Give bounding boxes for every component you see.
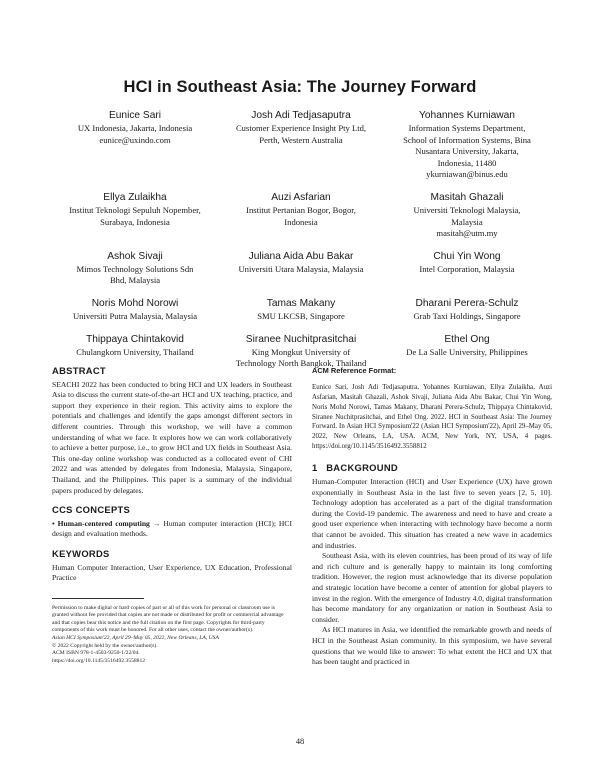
right-column <box>312 366 552 668</box>
author-name: Tamas Makany <box>266 297 336 309</box>
author-affiliation: King Mongkut University of <box>251 346 351 357</box>
background-paragraph-2: Southeast Asia, with its eleven countries, has been proud of its way of life and rich culture and is generally happy to maintain its long comforting tradition. However, the region must acknowledge that its diverse population and strategic location have become a center of attention for global players to invest in the region. With the emergence of Industry 4.0, digital transformation has become mandatory for any organization or nation in Southeast Asia to consider. <box>312 551 552 624</box>
author-name: Auzi Asfarian <box>271 191 331 203</box>
author-affiliation: Bhd, Malaysia <box>109 275 161 286</box>
author-email[interactable]: ykurniawan@binus.edu <box>426 169 508 180</box>
author-block <box>384 109 550 181</box>
author-affiliation: De La Salle University, Philippines <box>406 346 528 357</box>
author-name: Ethel Ong <box>444 333 490 345</box>
author-email[interactable]: eunice@uxindo.com <box>99 134 171 145</box>
abstract-text: SEACHI 2022 has been conducted to bring HCI and UX leaders in Southeast Asia to discuss the current state-of-the-art HCI and UX teaching, practice, and support they experience in their region. This activity aims to explore the potentials and challenges and identify the gaps amongst different sectors in different countries. Through this workshop, we will have a common understanding of what we face. It explores how we can work collaboratively to achieve a better purpose, i.e., to grow HCI and UX fields in Southeast Asia. This one-day online workshop was conducted as a collocated event of CHI 2022 and was attended by delegates from Indonesia, Malaysia, Singapore, Thailand, and the Philippines. This paper is a summary of the individual papers produced by delegates. <box>52 379 292 495</box>
author-affiliation: UX Indonesia, Jakarta, Indonesia <box>77 123 193 133</box>
abstract-heading: ABSTRACT <box>52 365 106 376</box>
ccs-rest: → Human computer interaction (HCI); HCI design and evaluation methods. <box>52 518 292 539</box>
permission-line: © 2022 Copyright held by the owner/author(s). <box>52 642 158 649</box>
author-affiliation: SMU LKCSB, Singapore <box>257 310 345 321</box>
acm-reference-text: Eunice Sari, Josh Adi Tedjasaputra, Yohannes Kurniawan, Ellya Zulaikha, Auzi Asfarian, Masitah Ghazali, Ashok Sivaji, Juliana Aida Abu Bakar, Chui Yin Wong, Noris Mohd Norowi, Tamas Makany, Dharani Perera-Schulz, Thippaya Chintakovid, Siranee Nuchitprasitchai, and Ethel Ong. 2022. HCI in Southeast Asia: The Journey Forward. In Asian HCI Symposium'22 (Asian HCI Symposium'22), April 29–May 05, 2022, New Orleans, LA, USA. ACM, New York, NY, USA, 4 pages. https://doi.org/10.1145/3516492.3558812 <box>312 384 552 450</box>
keywords-text: Human Computer Interaction, User Experience, UX Education, Professional Practice <box>52 562 292 583</box>
author-name: Josh Adi Tedjasaputra <box>251 110 351 121</box>
author-name: Masitah Ghazali <box>430 191 504 203</box>
author-affiliation: Chulangkorn University, Thailand <box>76 346 194 357</box>
paper-title: HCI in Southeast Asia: The Journey Forward <box>123 78 477 96</box>
author-block <box>384 191 550 240</box>
author-block <box>52 109 218 181</box>
author-affiliation: Surabaya, Indonesia <box>100 216 170 227</box>
author-affiliation: Nusantara University, Jakarta, <box>415 146 519 157</box>
background-paragraph-3: As HCI matures in Asia, we identified the remarkable growth and needs of HCI in the Southeast Asian community. In this symposium, we have several questions that we would like to answer: To what extent the HCI and UX that has been taught and practiced in <box>312 625 552 667</box>
author-name: Yohannes Kurniawan <box>419 110 515 121</box>
author-name: Ashok Sivaji <box>107 250 163 262</box>
author-affiliation: Indonesia <box>284 216 318 227</box>
author-block <box>218 250 384 287</box>
author-affiliation: Malaysia <box>451 216 483 227</box>
author-name: Siranee Nuchitprasitchai <box>245 333 357 345</box>
left-column <box>52 366 292 665</box>
keywords-section <box>52 549 292 584</box>
author-affiliation: Institut Pertanian Bogor, Bogor, <box>246 204 356 215</box>
acm-reference-heading: ACM Reference Format: <box>312 366 397 375</box>
author-affiliation: Customer Experience Insight Pty Ltd, <box>235 123 367 133</box>
acm-reference-section <box>312 366 552 451</box>
permission-line: Permission to make digital or hard copies of part or all of this work for personal or classroom use is granted without fee provided that copies are not made or distributed for profit or commercial advantage and that copies bear this notice and the full citation on the first page. Copyrights for third-party components of this work must be honored. For all other uses, contact the owner/author(s). <box>52 604 284 634</box>
author-name: Dharani Perera-Schulz <box>415 297 519 309</box>
author-affiliation: Indonesia, 11480 <box>437 157 497 168</box>
author-affiliation: Institut Teknologi Sepuluh Nopember, <box>69 204 201 215</box>
permission-footnote <box>52 605 292 666</box>
ccs-section <box>52 505 292 540</box>
author-block <box>384 333 550 370</box>
author-name: Juliana Aida Abu Bakar <box>248 250 354 262</box>
author-block <box>218 297 384 323</box>
author-name: Eunice Sari <box>108 110 162 121</box>
author-affiliation: Universiti Putra Malaysia, Malaysia <box>72 310 198 321</box>
author-email[interactable]: masitah@utm.my <box>436 228 498 239</box>
author-affiliation: Grab Taxi Holdings, Singapore <box>413 310 521 321</box>
author-affiliation: Mimos Technology Solutions Sdn <box>76 263 194 274</box>
author-affiliation: Information Systems Department, <box>408 123 526 133</box>
background-paragraph-1: Human-Computer Interaction (HCI) and User Experience (UX) have grown exponentially in Southeast Asia in the last five to seven years [2, 5, 10]. Technology adoption has accelerated as a part of the digital transformation during the Covid-19 pandemic. The awareness and need to have and create a good user experience when interacting with technology have become a norm that cannot be avoided. This situation has created a new wave in academics and industries. <box>312 477 552 550</box>
author-name: Ellya Zulaikha <box>103 191 167 203</box>
doi-link[interactable]: https://doi.org/10.1145/3516492.3558812 <box>52 657 146 664</box>
author-affiliation: Universiti Teknologi Malaysia, <box>413 204 521 215</box>
author-block <box>52 250 218 287</box>
author-name: Thippaya Chintakovid <box>86 333 184 345</box>
abstract-section <box>52 366 292 496</box>
permission-line: Asian HCI Symposium'22, April 29–May 05, 2022, New Orleans, LA, USA <box>52 635 219 642</box>
keywords-heading: KEYWORDS <box>52 547 110 559</box>
author-block <box>218 191 384 240</box>
author-affiliation: Perth, Western Australia <box>259 134 343 145</box>
author-grid <box>52 109 550 380</box>
background-heading: 1 BACKGROUND <box>312 462 398 474</box>
author-block <box>218 109 384 181</box>
author-block <box>52 297 218 323</box>
permission-line: ACM ISBN 978-1-4503-9250-1/22/04. <box>52 650 140 657</box>
background-section <box>312 463 552 667</box>
footnote-divider <box>52 598 144 599</box>
author-name: Chui Yin Wong <box>433 250 501 262</box>
author-affiliation: Universiti Utara Malaysia, Malaysia <box>238 263 364 274</box>
ccs-lead: • Human-centered computing <box>52 518 150 528</box>
ccs-text <box>52 519 292 540</box>
author-affiliation: Intel Corporation, Malaysia <box>419 263 515 274</box>
author-block <box>384 297 550 323</box>
author-affiliation: Technology North Bangkok, Thailand <box>235 358 367 369</box>
ccs-heading: CCS CONCEPTS <box>52 504 131 516</box>
author-block <box>384 250 550 287</box>
author-affiliation: School of Information Systems, Bina <box>403 134 531 145</box>
author-block <box>52 191 218 240</box>
author-name: Noris Mohd Norowi <box>91 297 179 309</box>
author-block <box>218 333 384 370</box>
page-number: 48 <box>295 737 305 746</box>
